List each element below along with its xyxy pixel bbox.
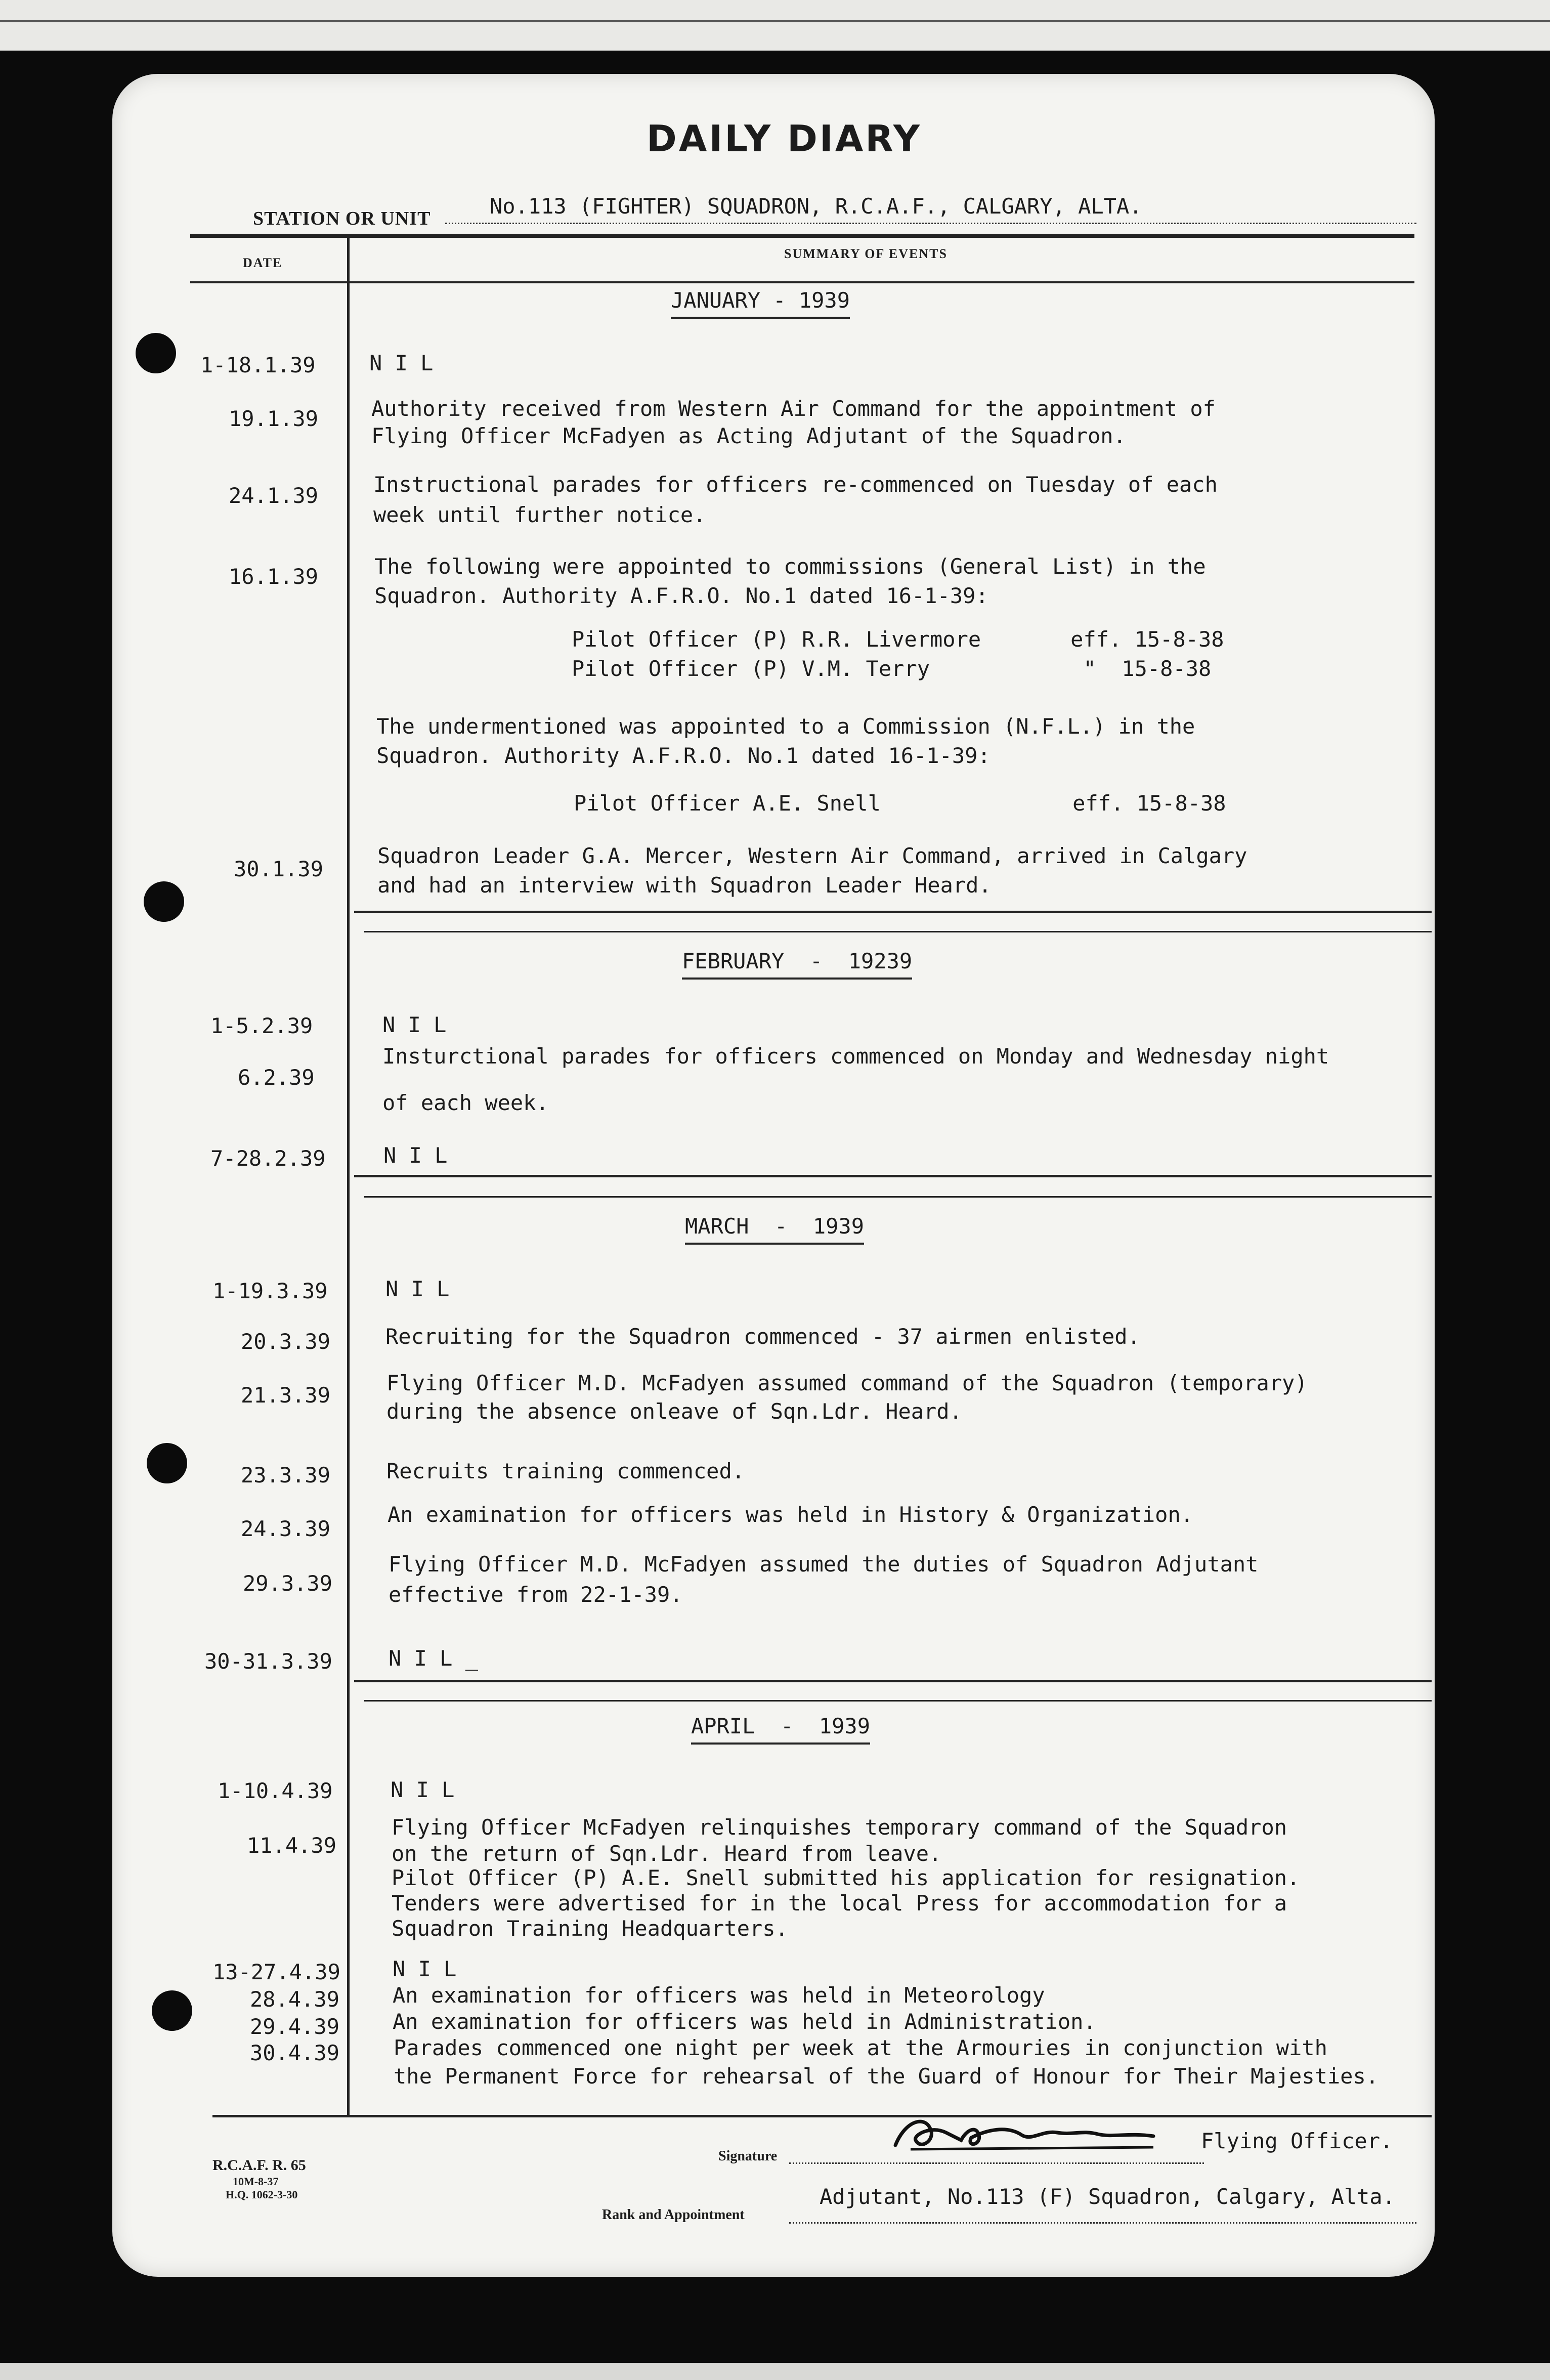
entry-text: Authority received from Western Air Command for the appointment of	[371, 396, 1216, 421]
print-code: H.Q. 1062-3-30	[226, 2188, 298, 2201]
entry-text: N I L	[393, 1957, 457, 1981]
footer-rule	[212, 2115, 1432, 2117]
entry-date: 1-5.2.39	[210, 1013, 313, 1038]
entry-text: Instructional parades for officers re-commenced on Tuesday of each	[373, 472, 1218, 497]
entry-text: Flying Officer M.D. McFadyen assumed the duties of Squadron Adjutant	[389, 1552, 1259, 1577]
month-separator	[364, 1196, 1432, 1198]
entry-text: Parades commenced one night per week at the Armouries in conjunction with	[394, 2035, 1327, 2060]
entry-text: N I L	[383, 1143, 448, 1168]
page-title: DAILY DIARY	[647, 117, 922, 160]
entry-text: Flying Officer McFadyen relinquishes temporary command of the Squadron	[392, 1815, 1287, 1840]
entry-date: 24.3.39	[241, 1516, 331, 1541]
entry-text: Pilot Officer (P) A.E. Snell submitted his application for resignation.	[392, 1865, 1300, 1890]
entry-date: 13-27.4.39	[212, 1960, 340, 1984]
entry-text: N I L _	[389, 1646, 479, 1671]
entry-text: Tenders were advertised for in the local Press for accommodation for a	[392, 1891, 1287, 1916]
entry-text: and had an interview with Squadron Leader Heard.	[377, 873, 992, 898]
month-separator	[364, 931, 1432, 932]
section-title-january: JANUARY - 1939	[671, 286, 850, 319]
punch-hole	[147, 1443, 187, 1483]
entry-date: 29.3.39	[243, 1571, 333, 1596]
entry-text: Recruiting for the Squadron commenced - 37 airmen enlisted.	[385, 1324, 1140, 1349]
entry-date: 19.1.39	[229, 406, 319, 431]
entry-text: of each week.	[382, 1090, 549, 1115]
entry-date: 16.1.39	[229, 564, 319, 589]
entry-text: Flying Officer M.D. McFadyen assumed command of the Squadron (temporary)	[386, 1371, 1308, 1395]
entry-text: Flying Officer McFadyen as Acting Adjutant of the Squadron.	[371, 423, 1126, 448]
entry-date: 6.2.39	[238, 1065, 315, 1090]
entry-text: The following were appointed to commissions (General List) in the	[374, 554, 1206, 579]
entry-date: 29.4.39	[250, 2014, 340, 2039]
entry-text: during the absence onleave of Sqn.Ldr. Heard.	[386, 1399, 962, 1424]
scan-bottom-margin	[0, 2363, 1550, 2380]
scan-top-margin	[0, 0, 1550, 51]
entry-date: 7-28.2.39	[210, 1146, 326, 1171]
entry-text: Insturctional parades for officers commenced on Monday and Wednesday night	[382, 1044, 1329, 1069]
entry-date: 21.3.39	[241, 1383, 331, 1408]
entry-text: Squadron. Authority A.F.R.O. No.1 dated 16-1-39:	[374, 583, 988, 608]
entry-text: Pilot Officer A.E. Snell eff. 15-8-38	[574, 791, 1226, 816]
entry-text: An examination for officers was held in Administration.	[393, 2009, 1096, 2034]
handwritten-signature	[890, 2110, 1164, 2160]
signature-rank: Flying Officer.	[1201, 2129, 1393, 2153]
header-rule-top	[190, 234, 1414, 238]
rank-dotted-line	[789, 2222, 1416, 2224]
punch-hole	[152, 1990, 192, 2031]
month-separator	[354, 1680, 1432, 1682]
section-title-april: APRIL - 1939	[691, 1712, 870, 1745]
entry-text: Pilot Officer (P) V.M. Terry " 15-8-38	[572, 656, 1212, 681]
entry-text: Squadron Leader G.A. Mercer, Western Air Command, arrived in Calgary	[377, 843, 1247, 868]
entry-text: Squadron Training Headquarters.	[392, 1916, 788, 1941]
column-divider	[347, 238, 350, 2115]
entry-text: An examination for officers was held in Meteorology	[393, 1983, 1045, 2008]
punch-hole	[144, 881, 184, 922]
month-separator	[354, 1175, 1432, 1177]
entry-text: N I L	[369, 351, 434, 375]
entry-date: 28.4.39	[250, 1987, 340, 2012]
summary-column-header: SUMMARY OF EVENTS	[784, 246, 948, 261]
section-title-february: FEBRUARY - 19239	[682, 947, 912, 980]
header-rule-bottom	[190, 281, 1414, 283]
entry-date: 23.3.39	[241, 1463, 331, 1488]
form-code: R.C.A.F. R. 65	[212, 2157, 306, 2174]
station-dotted-line	[445, 223, 1416, 224]
station-label: STATION OR UNIT	[253, 208, 431, 229]
entry-date: 30.1.39	[234, 857, 324, 881]
entry-text: N I L	[385, 1277, 450, 1301]
month-separator	[364, 1700, 1432, 1702]
rank-value: Adjutant, No.113 (F) Squadron, Calgary, Alta.	[820, 2184, 1395, 2209]
signature-dotted-line	[789, 2162, 1204, 2164]
entry-text: Pilot Officer (P) R.R. Livermore eff. 15-8-38	[572, 627, 1224, 652]
entry-date: 1-19.3.39	[212, 1279, 328, 1303]
entry-text: on the return of Sqn.Ldr. Heard from leave.	[392, 1841, 942, 1866]
station-value: No.113 (FIGHTER) SQUADRON, R.C.A.F., CALGARY, ALTA.	[490, 194, 1142, 219]
entry-text: Recruits training commenced.	[386, 1459, 745, 1483]
entry-text: effective from 22-1-39.	[389, 1582, 683, 1607]
entry-date: 1-10.4.39	[218, 1778, 333, 1803]
entry-text: N I L	[391, 1777, 455, 1802]
entry-text: An examination for officers was held in History & Organization.	[387, 1502, 1194, 1527]
rank-label: Rank and Appointment	[602, 2207, 745, 2223]
entry-text: The undermentioned was appointed to a Commission (N.F.L.) in the	[376, 714, 1195, 739]
entry-date: 11.4.39	[247, 1833, 337, 1858]
entry-date: 30-31.3.39	[204, 1649, 332, 1674]
section-title-march: MARCH - 1939	[685, 1212, 864, 1245]
scan-top-rule	[0, 20, 1550, 22]
entry-date: 1-18.1.39	[200, 353, 316, 377]
entry-date: 30.4.39	[250, 2041, 340, 2065]
print-code: 10M-8-37	[233, 2175, 279, 2188]
entry-text: Squadron. Authority A.F.R.O. No.1 dated 16-1-39:	[376, 743, 991, 768]
entry-date: 24.1.39	[229, 483, 319, 508]
signature-label: Signature	[718, 2148, 778, 2164]
entry-date: 20.3.39	[241, 1329, 331, 1354]
entry-text: the Permanent Force for rehearsal of the Guard of Honour for Their Majesties.	[394, 2064, 1379, 2089]
entry-text: week until further notice.	[373, 502, 706, 527]
punch-hole	[136, 333, 176, 373]
month-separator	[354, 911, 1432, 913]
entry-text: N I L	[382, 1012, 447, 1037]
date-column-header: DATE	[243, 256, 283, 270]
